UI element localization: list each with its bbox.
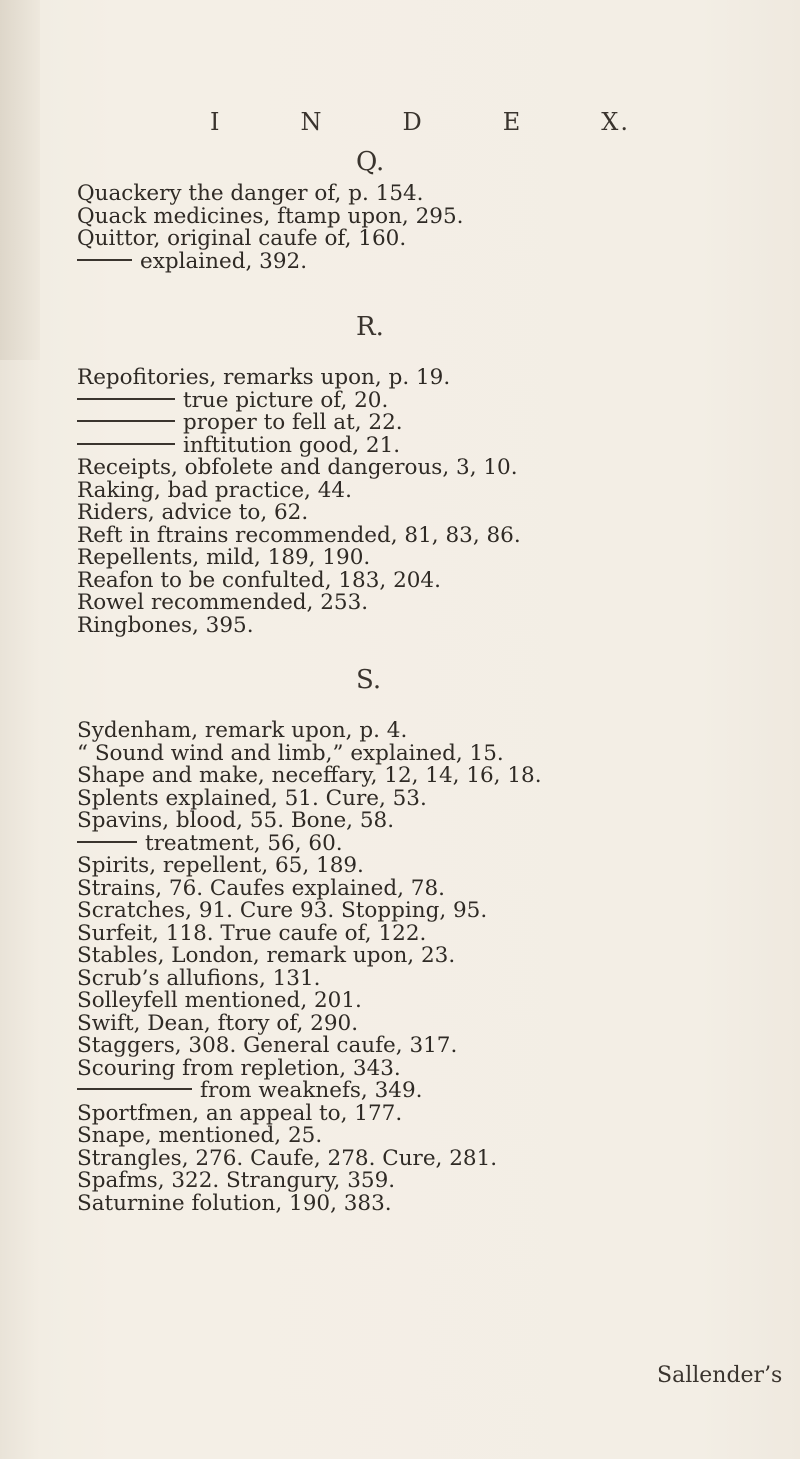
index-entry: Quackery the danger of, p. 154. [77,181,424,206]
index-entry: Stables, London, remark upon, 23. [77,943,456,968]
index-entry: Swift, Dean, ftory of, 290. [77,1010,359,1036]
catchword: Sallender’s [657,1363,783,1388]
index-entry: Staggers, 308. General caufe, 317. [77,1033,458,1058]
index-entry: Solleyfell mentioned, 201. [77,988,362,1013]
header-letter: N [300,108,324,136]
section-letter-s: S. [356,665,382,695]
index-entry: “ Sound wind and limb,” explained, 15. [77,740,504,766]
index-entry: Reft in ftrains recommended, 81, 83, 86. [77,522,521,548]
index-entry-subentry: true picture of, 20. [77,390,767,413]
header-letter: E [502,108,523,136]
ditto-dash [77,398,175,400]
header-letter: I [210,108,222,136]
index-entry-subentry: inftitution good, 21. [77,435,767,458]
header-letter: X. [601,108,630,136]
index-entry-subentry: from weaknefs, 349. [77,1080,767,1103]
index-entry: Scouring from repletion, 343. [77,1055,401,1081]
ditto-dash [77,443,175,445]
index-entry-subentry: treatment, 56, 60. [77,833,767,856]
index-entry: Splents explained, 51. Cure, 53. [77,785,427,811]
index-entry: Ringbones, 395. [77,612,254,638]
page-edge-shadow [0,0,40,360]
ditto-dash [77,259,132,261]
header-letter: D [402,108,424,136]
index-entry: Raking, bad practice, 44. [77,477,352,503]
index-entry: Reafon to be confulted, 183, 204. [77,567,441,593]
ditto-dash [77,1088,192,1090]
ditto-dash [77,420,175,422]
section-letter-r: R. [356,312,384,342]
index-entry: Surfeit, 118. True caufe of, 122. [77,920,427,946]
index-entry: Snape, mentioned, 25. [77,1123,323,1148]
index-entry: Receipts, obfolete and dangerous, 3, 10. [77,455,518,480]
index-entry: Quack medicines, ftamp upon, 295. [77,203,464,229]
section-s-entries [77,720,767,1215]
index-header [210,108,630,136]
index-entry: Repofitories, remarks upon, p. 19. [77,365,451,390]
index-entry: Rowel recommended, 253. [77,590,369,615]
index-entry: Strains, 76. Caufes explained, 78. [77,875,445,901]
index-entry: Sydenham, remark upon, p. 4. [77,718,408,743]
index-entry: Spirits, repellent, 65, 189. [77,853,364,878]
index-entry: Scrub’s allufions, 131. [77,965,321,991]
ditto-dash [77,841,137,843]
section-letter-q: Q. [356,147,385,177]
index-entry-subentry: proper to fell at, 22. [77,412,767,435]
index-entry-subentry: explained, 392. [77,251,767,274]
index-entry: Repellents, mild, 189, 190. [77,545,371,570]
index-entry: Strangles, 276. Caufe, 278. Cure, 281. [77,1145,498,1171]
section-r-entries [77,367,767,637]
section-q-entries [77,183,767,273]
index-entry: Saturnine folution, 190, 383. [77,1190,392,1216]
index-entry: Scratches, 91. Cure 93. Stopping, 95. [77,898,488,923]
index-entry: Spavins, blood, 55. Bone, 58. [77,808,395,833]
index-entry: Sportfmen, an appeal to, 177. [77,1100,403,1126]
index-entry: Spafms, 322. Strangury, 359. [77,1168,396,1193]
index-entry: Riders, advice to, 62. [77,500,309,525]
index-entry: Shape and make, neceffary, 12, 14, 16, 18. [77,763,542,788]
index-entry: Quittor, original caufe of, 160. [77,226,407,251]
